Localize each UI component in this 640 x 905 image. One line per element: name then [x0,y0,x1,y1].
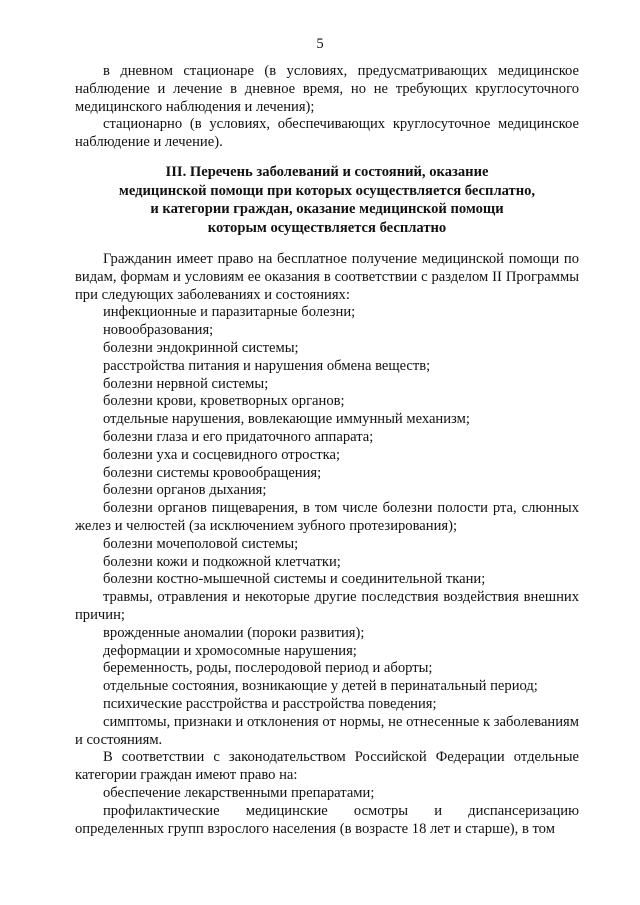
list-item: деформации и хромосомные нарушения; [103,642,357,659]
list-item: болезни мочеполовой системы; [103,535,299,552]
list-item: болезни костно-мышечной системы и соединительной ткани; [103,571,486,588]
list-item: болезни эндокринной системы; [103,339,299,356]
list-item: болезни нервной системы; [103,375,269,392]
list-item: новообразования; [103,322,214,339]
list-item: болезни органов дыхания; [103,482,267,499]
list-item: болезни крови, кроветворных органов; [103,393,345,410]
section-heading [75,163,579,237]
heading-line: III. Перечень заболеваний и состояний, оказание [165,164,489,180]
list-item: болезни системы кровообращения; [103,464,322,481]
list-item: отдельные нарушения, вовлекающие иммунный механизм; [103,411,470,428]
list-item: болезни глаза и его придаточного аппарата; [103,428,374,445]
list-item: болезни кожи и подкожной клетчатки; [103,553,341,570]
paragraph: Гражданин имеет право на бесплатное получение медицинской помощи по видам, формам и условиям ее оказания в соответствии с разделом II Программы при следующих заболеваниях и состояниях: [75,251,579,303]
list-item: инфекционные и паразитарные болезни; [103,304,356,321]
list-item: симптомы, признаки и отклонения от нормы, не отнесенные к заболеваниям и состояниям. [75,713,579,748]
paragraph: стационарно (в условиях, обеспечивающих круглосуточное медицинское наблюдение и лечение). [75,116,579,151]
list-item: врожденные аномалии (пороки развития); [103,624,365,641]
paragraph: в дневном стационаре (в условиях, предусматривающих медицинское наблюдение и лечение в дневное время, но не требующих круглосуточного медицинского наблюдения и лечения); [75,63,579,115]
top-paragraphs [75,63,579,152]
list-item: травмы, отравления и некоторые другие последствия воздействия внешних причин; [75,589,579,623]
list-item: профилактические медицинские осмотры и диспансеризацию определенных групп взрослого населения (в возрасте 18 лет и старше), в том [75,802,579,837]
list-item: психические расстройства и расстройства поведения; [103,695,437,712]
list-item: болезни уха и сосцевидного отростка; [103,446,341,463]
list-item: болезни органов пищеварения, в том числе болезни полости рта, слюнных желез и челюстей (за исключением зубного протезирования); [75,500,579,534]
list-item: обеспечение лекарственными препаратами; [103,784,375,801]
heading-line: медицинской помощи при которых осуществляется бесплатно, [118,182,536,199]
heading-line: и категории граждан, оказание медицинской помощи [150,201,504,217]
list-item: беременность, роды, послеродовой период и аборты; [103,660,433,677]
body-paragraphs [75,251,579,838]
list-item: отдельные состояния, возникающие у детей в перинатальный период; [103,678,538,695]
heading-line: которым осуществляется бесплатно [207,219,447,236]
page-number: 5 [316,36,324,52]
list-item: расстройства питания и нарушения обмена веществ; [103,357,431,374]
paragraph: В соответствии с законодательством Российской Федерации отдельные категории граждан имеют право на: [75,749,579,784]
